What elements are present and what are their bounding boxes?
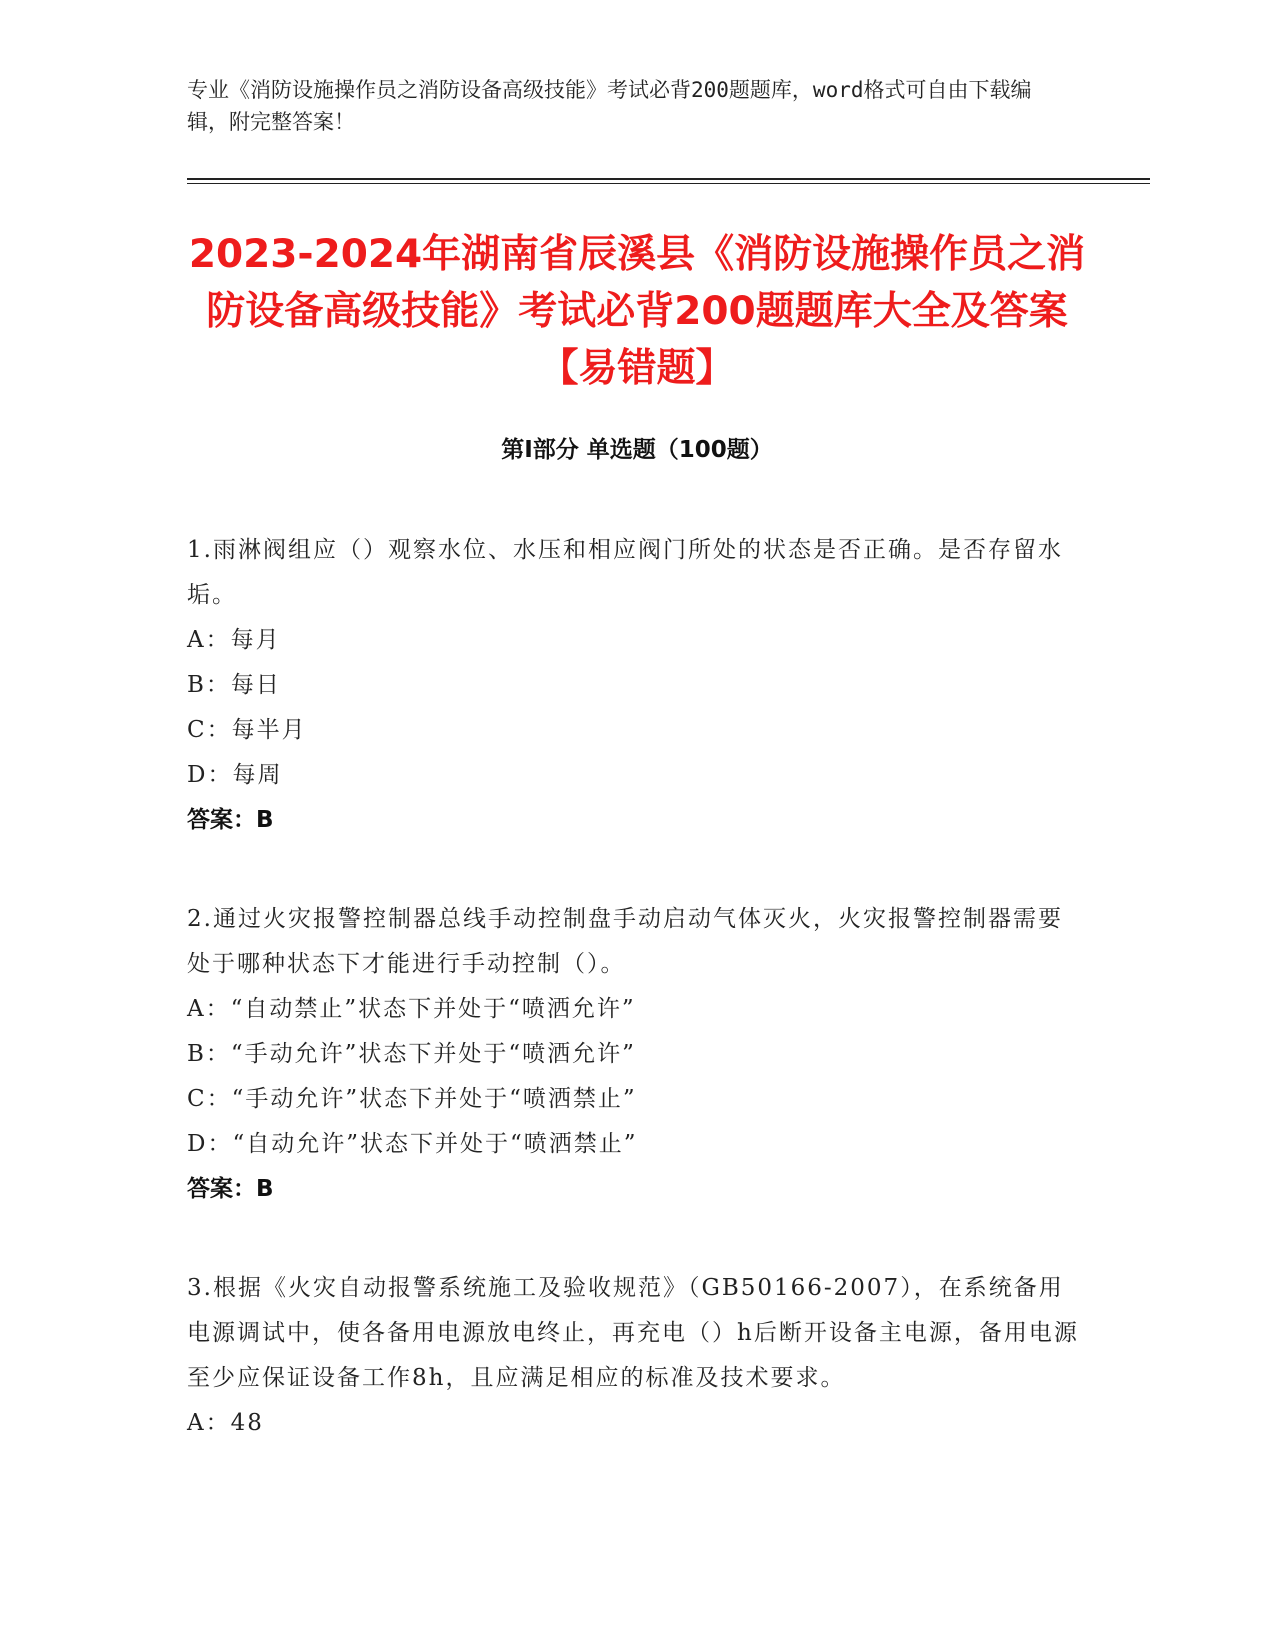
question-1 xyxy=(187,528,1087,843)
option-a: A：48 xyxy=(187,1410,264,1436)
header-rule-thick xyxy=(187,178,1150,180)
header-note: 专业《消防设施操作员之消防设备高级技能》考试必背200题题库，word格式可自由下载编辑，附完整答案！ xyxy=(187,78,1032,134)
option-d: D：每周 xyxy=(187,762,283,788)
option-c: C：每半月 xyxy=(187,717,307,743)
question-list xyxy=(187,528,1087,1500)
option-b: B：每日 xyxy=(187,672,281,698)
option-c: C：“手动允许”状态下并处于“喷洒禁止” xyxy=(187,1086,637,1112)
question-3 xyxy=(187,1266,1087,1446)
question-2 xyxy=(187,897,1087,1212)
document-title: 2023-2024年湖南省辰溪县《消防设施操作员之消防设备高级技能》考试必背200题题库大全及答案【易错题】 xyxy=(188,232,1086,391)
header-rule-thin xyxy=(187,183,1150,184)
question-stem: 2.通过火灾报警控制器总线手动控制盘手动启动气体灭火，火灾报警控制器需要处于哪种状态下才能进行手动控制（）。 xyxy=(187,906,1063,977)
question-stem: 1.雨淋阀组应（）观察水位、水压和相应阀门所处的状态是否正确。是否存留水垢。 xyxy=(187,537,1063,608)
option-a: A：每月 xyxy=(187,627,281,653)
question-stem: 3.根据《火灾自动报警系统施工及验收规范》（GB50166-2007），在系统备用电源调试中，使各备用电源放电终止，再充电（）h后断开设备主电源，备用电源至少应保证设备工作8h，且应满足相应的标准及技术要求。 xyxy=(187,1275,1079,1391)
option-d: D：“自动允许”状态下并处于“喷洒禁止” xyxy=(187,1131,638,1157)
answer: 答案：B xyxy=(187,1176,274,1202)
section-title: 第Ⅰ部分 单选题（100题） xyxy=(501,437,773,463)
option-b: B：“手动允许”状态下并处于“喷洒允许” xyxy=(187,1041,636,1067)
option-a: A：“自动禁止”状态下并处于“喷洒允许” xyxy=(187,996,636,1022)
answer: 答案：B xyxy=(187,807,274,833)
